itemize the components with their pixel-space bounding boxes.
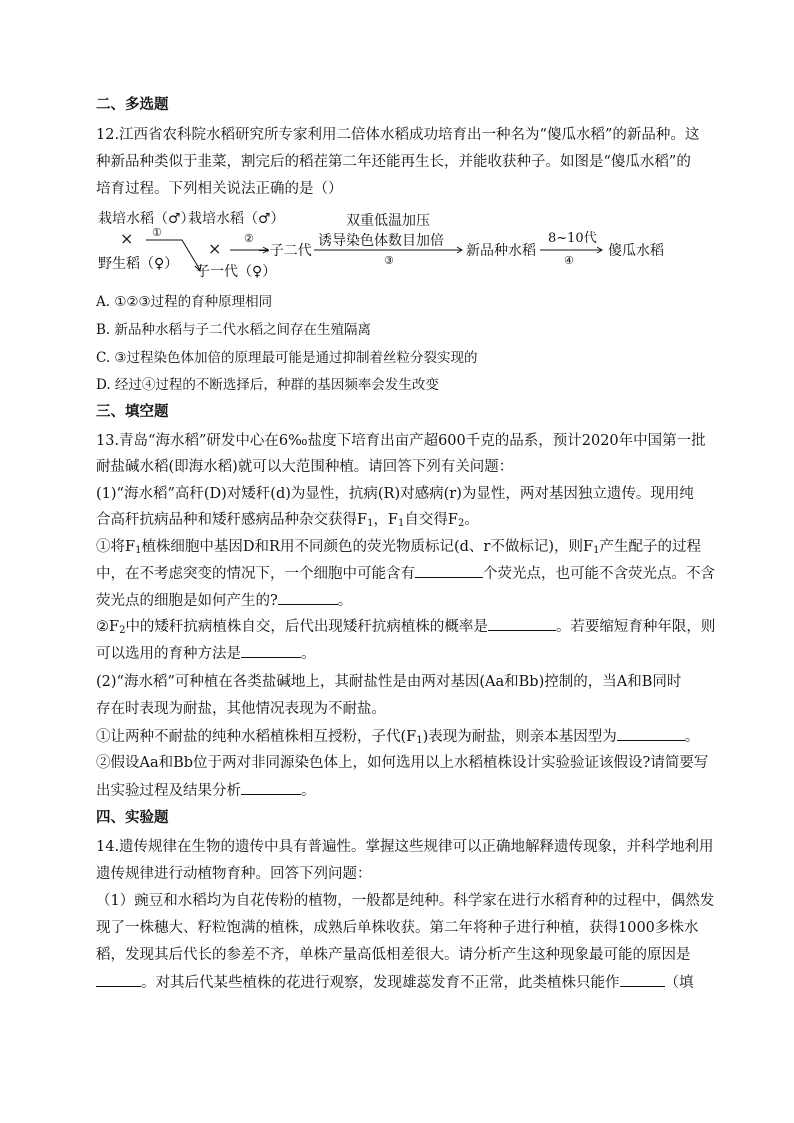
answer-blank-no-fluorescence-origin[interactable] <box>278 590 338 605</box>
q14-line-1: 14.遗传规律在生物的遗传中具有普遍性。掌握这些规律可以正确地解释遗传现象，并科学地利用 <box>96 839 714 855</box>
diagram-step-2: ② <box>244 232 254 245</box>
answer-blank-experiment-design[interactable] <box>241 780 301 795</box>
answer-blank-breeding-method[interactable] <box>241 643 301 658</box>
q14-line-3: （1）豌豆和水稻均为自花传粉的植物，一般都是纯种。科学家在进行水稻育种的过程中，偶然发 <box>96 893 715 909</box>
q13-line-3: (1)“海水稻”高秆(D)对矮秆(d)为显性，抗病(R)对感病(r)为显性，两对基因独立遗传。现用纯 <box>96 486 694 502</box>
diagram-condition-1: 双重低温加压 <box>346 213 430 229</box>
diagram-condition-2: 诱导染色体数目加倍 <box>318 233 444 249</box>
diagram-step-4: ④ <box>564 254 574 267</box>
diagram-new-variety: 新品种水稻 <box>466 243 536 259</box>
diagram-cross-symbol-1: × <box>120 229 134 248</box>
q13-line-13: ②假设Aa和Bb位于两对非同源染色体上，如何选用以上水稻植株设计实验验证该假设?请简要写 <box>96 755 709 771</box>
diagram-step-3: ③ <box>384 254 394 267</box>
q12-line-3: 培育过程。下列相关说法正确的是（） <box>96 181 343 197</box>
section-multiple-choice-heading: 二、多选题 <box>96 97 169 113</box>
diagram-cultivated-rice-1: 栽培水稻（♂） <box>98 211 195 227</box>
q12-option-b: B. 新品种水稻与子二代水稻之间存在生殖隔离 <box>96 322 372 338</box>
q14-line-5: 稻，发现其后代长的参差不齐，单株产量高低相差很大。请分析产生这种现象最可能的原因是 <box>96 947 691 963</box>
section-experiment-heading: 四、实验题 <box>96 810 169 826</box>
diagram-f2-generation: →子二代 <box>258 243 312 259</box>
q12-line-2: 种新品种类似于韭菜，割完后的稻茬第二年还能再生长，并能收获种子。如图是“傻瓜水稻”的 <box>96 154 691 170</box>
q13-line-4: 合高秆抗病品种和矮秆感病品种杂交获得$F_1$，$F_1$自交得$F_2$。 <box>96 512 479 529</box>
breeding-process-diagram <box>96 204 696 282</box>
q13-line-9: 可以选用的育种方法是 。 <box>96 643 316 664</box>
answer-blank-plant-role[interactable] <box>620 972 665 987</box>
q14-line-2: 遗传规律进行动植物育种。回答下列问题： <box>96 866 372 882</box>
q14-line-4: 现了一株穗大、籽粒饱满的植株，成熟后单株收获。第二年将种子进行种植，获得1000多株水 <box>96 920 699 936</box>
q13-line-2: 耐盐碱水稻(即海水稻)就可以大范围种植。请回答下列有关问题： <box>96 459 514 475</box>
q13-line-12: ①让两种不耐盐的纯种水稻植株相互授粉，子代$(F_1)$表现为耐盐，则亲本基因型为 。 <box>96 726 699 751</box>
q12-line-1: 12.江西省农科院水稻研究所专家利用二倍体水稻成功培育出一种名为“傻瓜水稻”的新品种。这 <box>96 127 700 143</box>
diagram-cross-symbol-2: × <box>208 239 222 258</box>
q12-option-a: A. ①②③过程的育种原理相同 <box>96 294 273 310</box>
q12-option-c: C. ③过程染色体加倍的原理最可能是通过抑制着丝粒分裂实现的 <box>96 350 478 366</box>
q13-line-1: 13.青岛“海水稻”研发中心在6‰盐度下培育出亩产超600千克的品系，预计2020年中国第一批 <box>96 433 706 449</box>
q13-line-8: $②F_2$中的矮秆抗病植株自交，后代出现矮秆抗病植株的概率是 。若要缩短育种年限，则 <box>96 616 715 641</box>
q14-line-6: 。对其后代某些植株的花进行观察，发现雄蕊发育不正常，此类植株只能作 （填 <box>96 972 694 993</box>
answer-blank-phenomenon-cause[interactable] <box>96 972 141 987</box>
answer-blank-parent-genotype[interactable] <box>617 726 685 741</box>
answer-blank-fluorescent-count[interactable] <box>415 563 483 578</box>
q13-line-6: 中，在不考虑突变的情况下，一个细胞中可能含有 个荧光点，也可能不含荧光点。不含 <box>96 563 715 584</box>
section-fill-blank-heading: 三、填空题 <box>96 404 169 420</box>
q12-option-d: D. 经过④过程的不断选择后，种群的基因频率会发生改变 <box>96 377 439 393</box>
q13-line-11: 存在时表现为耐盐，其他情况表现为不耐盐。 <box>96 701 386 717</box>
diagram-wild-rice: 野生稻（♀） <box>98 256 179 272</box>
q13-line-5: ①将$F_1$植株细胞中基因D和R用不同颜色的荧光物质标记(d、r不做标记)，则$F_1$产生配子的过程 <box>96 539 701 556</box>
diagram-f1-generation: 子一代（♀） <box>196 264 277 280</box>
q13-line-10: (2)“海水稻”可种植在各类盐碱地上，其耐盐性是由两对基因(Aa和Bb)控制的，当A和B同时 <box>96 674 682 690</box>
q13-line-7: 荧光点的细胞是如何产生的? 。 <box>96 590 352 611</box>
diagram-step-1: ① <box>152 226 162 239</box>
diagram-cultivated-rice-2: 栽培水稻（♂） <box>188 211 285 227</box>
q13-line-14: 出实验过程及结果分析 。 <box>96 780 316 801</box>
answer-blank-probability[interactable] <box>488 616 556 631</box>
diagram-final-variety: 傻瓜水稻 <box>608 243 664 259</box>
diagram-generations: 8~10代 <box>548 231 597 246</box>
